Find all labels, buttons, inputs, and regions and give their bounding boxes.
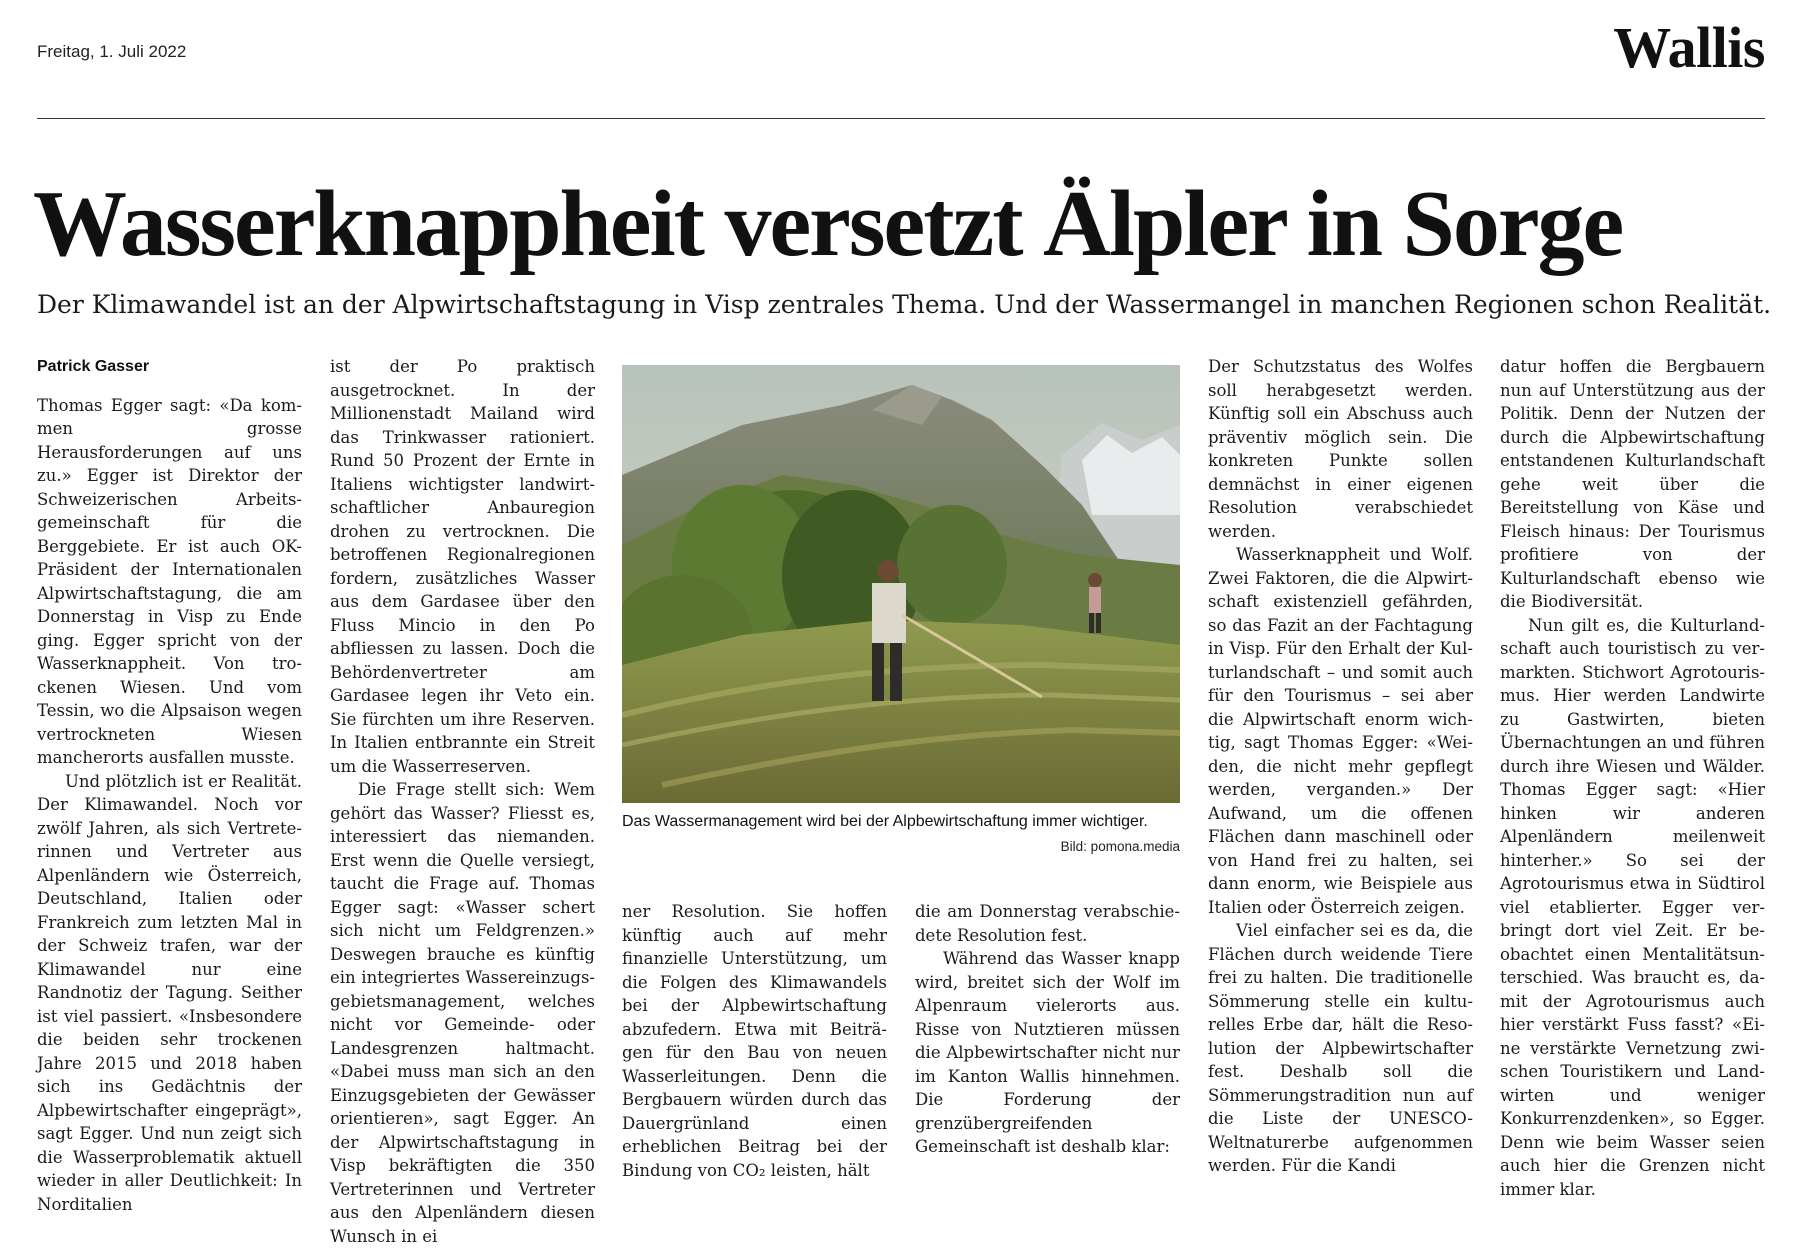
photo-caption: Das Wassermanagement wird bei der Alpbewirtschaftung immer wichtiger.	[622, 813, 1148, 830]
paragraph: die am Donnerstag verabschiedete Resolution fest.	[915, 902, 1180, 945]
paragraph: Während das Wasser knapp wird, breitet sich der Wolf im Alpenraum vielerorts aus. Risse von Nutztieren müssen die Alpbewirtschafter nicht nur im Kanton Wallis hinnehmen. Die Forderung der grenzübergreifenden Gemeinschaft ist deshalb klar:	[915, 949, 1180, 1156]
article-column-6	[1500, 355, 1765, 1201]
article-column-2	[330, 355, 595, 1248]
article-headline: Wasserknappheit versetzt Älpler in Sorge	[33, 172, 1623, 276]
paragraph: datur hoffen die Bergbauern nun auf Unterstützung aus der Politik. Denn der Nutzen der durch die Alpbewirtschaftung entstandenen Kulturlandschaft gehe weit über die Bereitstellung von Käse und Fleisch hinaus: Der Tourismus profitiere von der Kulturlandschaft ebenso wie die Biodiversität.	[1500, 357, 1765, 611]
paragraph: Der Schutzstatus des Wolfes soll herabgesetzt werden. Künftig soll ein Abschuss auch präventiv möglich sein. Die konkreten Punkte sollen demnächst in einer eigenen Resolution verabschiedet werden.	[1208, 357, 1473, 541]
header-divider	[37, 118, 1765, 119]
article-column-5	[1208, 355, 1473, 1178]
paragraph: ist der Po praktisch ausgetrocknet. In der Millionenstadt Mailand wird das Trinkwasser rationiert. Rund 50 Prozent der Ernte in Italiens wichtigster landwirtschaftlicher Anbauregion drohen zu vertrocknen. Die betroffenen Regionalregionen fordern, zusätzliches Wasser aus dem Gardasee über den Fluss Mincio in den Po abfliessen zu lassen. Doch die Behördenvertreter am Gardasee legen ihr Veto ein. Sie fürchten um ihre Reserven. In Italien entbrannte ein Streit um die Wasserreserven.	[330, 357, 595, 776]
issue-date: Freitag, 1. Juli 2022	[37, 42, 187, 61]
paragraph: ner Resolution. Sie hoffen künftig auch auf mehr finanzielle Unterstützung, um die Folgen des Klimawandels bei der Alpbewirtschaftung abzufedern. Etwa mit Beiträgen für den Bau von neuen Wasserleitungen. Denn die Bergbauern würden durch das Dauergrünland einen erheblichen Beitrag bei der Bindung von CO₂ leisten, hält	[622, 902, 887, 1180]
photo-credit: Bild: pomona.media	[1060, 839, 1180, 854]
paragraph: Und plötzlich ist er Realität. Der Klimawandel. Noch vor zwölf Jahren, als sich Vertreterinnen und Vertreter aus Alpenländern wie Österreich, Deutschland, Italien oder Frankreich zum letzten Mal in der Schweiz trafen, war der Klimawandel nur eine Randnotiz der Tagung. Seither ist viel passiert. «Insbesondere die beiden sehr trockenen Jahre 2015 und 2018 haben sich ins Gedächtnis der Alpbewirtschafter eingeprägt», sagt Egger. Und nun zeigt sich die Wasserproblematik aktuell wieder in aller Deutlichkeit: In Norditalien	[37, 771, 302, 1214]
paragraph: Thomas Egger sagt: «Da kommen grosse Herausforderungen auf uns zu.» Egger ist Direktor der Schweizerischen Arbeitsgemeinschaft für die Berggebiete. Er ist auch OK-Präsident der Internationalen Alpwirtschaftstagung, die am Donnerstag in Visp zu Ende ging. Egger spricht von der Wasserknappheit. Von trockenen Wiesen. Und vom Tessin, wo die Alpsaison wegen vertrockneten Wiesen mancherorts ausfallen musste.	[37, 395, 302, 767]
article-column-4	[915, 900, 1180, 1159]
paragraph: Die Frage stellt sich: Wem gehört das Wasser? Fliesst es, interessiert das niemanden. Erst wenn die Quelle versiegt, taucht die Frage auf. Thomas Egger sagt: «Wasser schert sich nicht um Feldgrenzen.» Deswegen brauche es künftig ein integriertes Wassereinzugsgebietsmanagement, welches nicht vor Gemeinde- oder Landesgrenzen haltmacht. «Dabei muss man sich an den Einzugsgebieten der Gewässer orientieren», sagt Egger. An der Alpwirtschaftstagung in Visp bekräftigten die 350 Vertreterinnen und Vertreter aus den Alpenländern diesen Wunsch in ei	[330, 780, 595, 1246]
alpine-meadow-photo	[622, 365, 1180, 803]
paragraph: Wasserknappheit und Wolf. Zwei Faktoren, die die Alpwirtschaft existenziell gefährden, so das Fazit an der Fachtagung in Visp. Für den Erhalt der Kulturlandschaft – und somit auch für den Tourismus – sei aber die Alpwirtschaft enorm wichtig, sagt Thomas Egger: «Weiden, die nicht mehr gepflegt werden, verganden.» Der Aufwand, um die offenen Flächen dann maschinell oder von Hand frei zu halten, sei dann enorm, wie Beispiele aus Italien oder Österreich zeigen.	[1208, 545, 1473, 917]
article-column-1	[37, 355, 302, 1216]
section-title: Wallis	[1613, 15, 1765, 80]
article-photo	[622, 365, 1180, 803]
article-column-3	[622, 900, 887, 1182]
author-byline: Patrick Gasser	[37, 358, 150, 375]
article-lead: Der Klimawandel ist an der Alpwirtschaftstagung in Visp zentrales Thema. Und der Wassermangel in manchen Regionen schon Realität.	[37, 290, 1772, 319]
paragraph: Viel einfacher sei es da, die Flächen durch weidende Tiere frei zu halten. Die traditionelle Sömmerung stelle ein kulturelles Erbe dar, hält die Resolution der Alpbewirtschafter fest. Deshalb soll die Sömmerungstradition nun auf die Liste der UNESCO-Weltnaturerbe aufgenommen werden. Für die Kandi	[1208, 921, 1473, 1175]
paragraph: Nun gilt es, die Kulturlandschaft auch touristisch zu vermarkten. Stichwort Agrotourismus. Hier werden Landwirte zu Gastwirten, bieten Übernachtungen an und führen durch ihre Wiesen und Wälder. Thomas Egger sagt: «Hier hinken wir anderen Alpenländern meilenweit hinterher.» So sei der Agrotourismus etwa in Südtirol viel etablierter. Egger verbringt dort viel Zeit. Er beobachtet einen Mentalitätsunterschied. Was braucht es, damit der Agrotourismus auch hier verstärkt Fuss fasst? «Eine verstärkte Vernetzung zwischen Touristikern und Landwirten und weniger Konkurrenzdenken», so Egger. Denn wie beim Wasser seien auch hier die Grenzen nicht immer klar.	[1500, 615, 1765, 1199]
